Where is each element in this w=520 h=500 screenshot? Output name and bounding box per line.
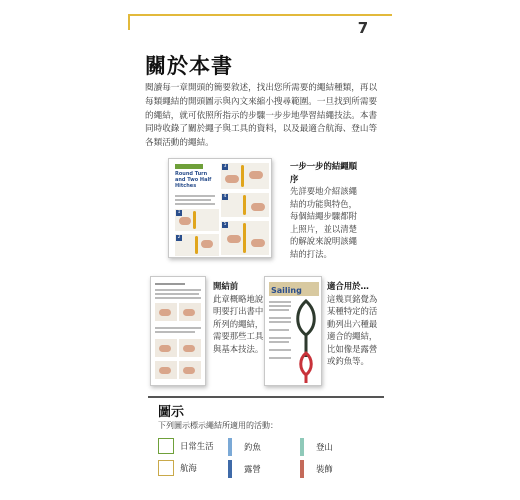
step-number: 5 (223, 222, 227, 227)
thumbnail-basics-page (150, 276, 206, 386)
camping-icon (228, 460, 232, 478)
basics-photo (179, 303, 201, 321)
step-number: 1 (177, 210, 181, 215)
annotation-heading: 一步一步的結繩順序 (290, 161, 357, 184)
step-number: 3 (223, 164, 227, 169)
annotation-activities (327, 280, 383, 368)
legend-item-decorative (300, 460, 333, 478)
step-number: 2 (177, 235, 181, 240)
knot-illustration (291, 297, 321, 385)
legend-item-sailing (158, 460, 197, 476)
step-photo (221, 221, 269, 255)
header-tick (128, 14, 130, 30)
annotation-body: 此章概略地說明要打出書中所列的繩結，需要那些工具與基本技法。 (213, 293, 264, 354)
climbing-icon (300, 438, 304, 456)
annotation-basics (213, 280, 265, 355)
category-strip (175, 164, 203, 169)
legend-label: 登山 (316, 442, 333, 452)
step-number: 4 (223, 194, 227, 199)
legend-rule (148, 396, 384, 398)
annotation-heading: 開結前 (213, 281, 239, 291)
thumbnail-sailing-page (264, 276, 322, 386)
legend-subtitle: 下列圖示標示繩結所適用的活動： (158, 421, 278, 430)
basics-photo (155, 303, 177, 321)
everyday-icon (158, 438, 174, 454)
thumbnail-page-title: Round Turn and Two Half Hitches (175, 171, 212, 189)
legend-label: 日常生活 (180, 441, 214, 451)
basics-photo (179, 339, 201, 357)
sailing-title: Sailing (271, 286, 302, 295)
annotation-steps (290, 160, 362, 260)
legend-item-camping (228, 460, 261, 478)
legend-label: 釣魚 (244, 442, 261, 452)
legend-item-everyday (158, 438, 214, 454)
legend-label: 裝飾 (316, 464, 333, 474)
sailing-icon (158, 460, 174, 476)
annotation-body: 這幾頁銘覺為某種特定的活動列出六種最適合的繩結，比如像是露營或釣魚等。 (327, 293, 378, 366)
page-number: 7 (357, 19, 369, 37)
decorative-icon (300, 460, 304, 478)
legend-title: 圖示 (158, 405, 185, 420)
basics-photo (155, 361, 177, 379)
legend-item-fishing (228, 438, 261, 456)
step-photo (221, 193, 269, 217)
intro-paragraph: 閱讀每一章開頭的簡要敘述，找出您所需要的繩結種類，再以每類繩結的開頭圖示與內文來縮小搜尋範圍。一旦找到所需要的繩結，就可依照所指示的步驟一步步地學習結繩技法。本書同時收錄了關於繩子與工具的資料，以及最適合航海、登山等各類活動的繩結。 (145, 83, 378, 149)
legend-label: 露營 (244, 464, 261, 474)
legend-item-climbing (300, 438, 333, 456)
basics-photo (179, 361, 201, 379)
annotation-body: 先詳要地介紹該繩結的功能與特色，每個結繩步驟都附上照片，並以清楚的解說來說明該繩結的打法。 (290, 186, 357, 259)
annotation-heading: 適合用於… (327, 281, 369, 291)
thumbnail-step-pages (168, 158, 272, 258)
header-rule (128, 14, 392, 16)
fishing-icon (228, 438, 232, 456)
step-photo (221, 163, 269, 189)
legend-label: 航海 (180, 463, 197, 473)
basics-photo (155, 339, 177, 357)
page-title: 關於本書 (145, 54, 233, 78)
